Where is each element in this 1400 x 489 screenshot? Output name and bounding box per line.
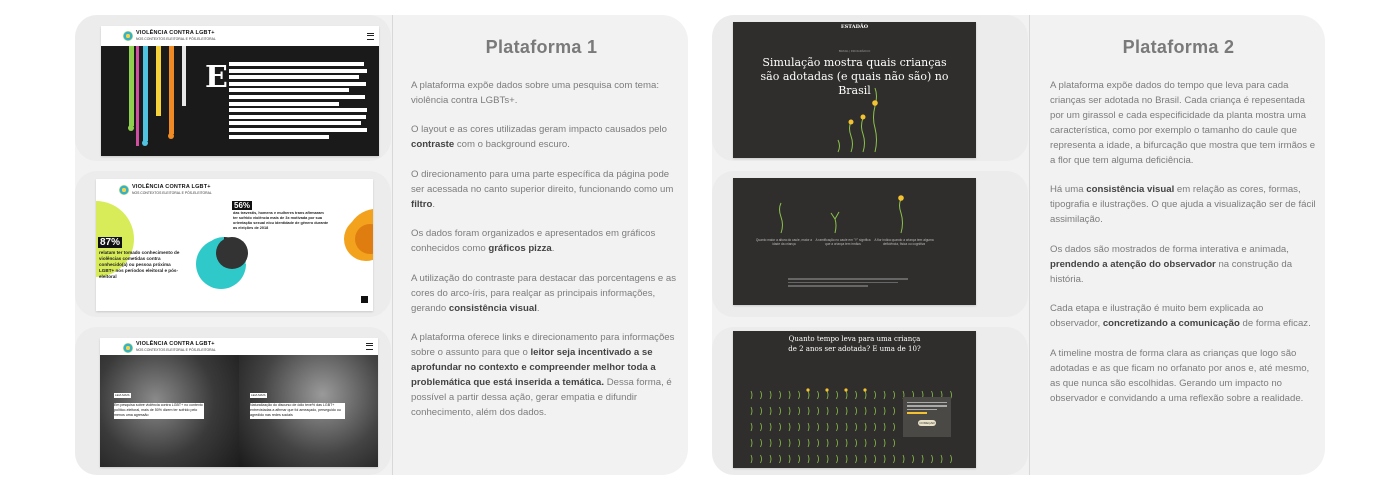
legend-footnote	[788, 278, 908, 287]
sunflower-stem	[846, 455, 847, 463]
sunflower-head	[844, 388, 847, 391]
description-paragraph	[1050, 242, 1316, 287]
paragraph-text: A utilização do contraste para destacar das porcentagens e as cores do arco-íris, para realçar as principais informações, gerando	[411, 272, 677, 314]
description-paragraph	[411, 78, 679, 108]
sunflower-stem	[799, 439, 800, 447]
sunflower-stem	[808, 439, 809, 447]
emphasis-text: contraste	[411, 139, 455, 151]
emphasis-text: gráficos pizza	[488, 243, 552, 255]
sunflower-stem	[846, 391, 847, 399]
article-text-block	[229, 62, 369, 141]
paragraph-text: A plataforma oferece links e direcionamento para informações sobre o assunto para que o	[411, 331, 675, 358]
sunflower-stem	[789, 455, 790, 463]
paragraph-text: Dessa forma, é possível a partir dessa ação, gerar empatia e difundir conhecimento, além dos dados.	[411, 376, 672, 418]
sunflower-stem	[770, 455, 771, 463]
sunflower-stem	[894, 455, 895, 463]
sunflower-stem	[865, 407, 866, 415]
description-paragraph	[411, 122, 679, 152]
sunflower-stem	[827, 455, 828, 463]
site-title: VIOLÊNCIA CONTRA LGBT+	[136, 30, 215, 36]
stat-56-text: das travestis, homens e mulheres trans afirmaram ter sofrido violência mais de 3x motivada por sua orientação sexual e/ou identidade de gênero durante as eleições de 2018	[233, 211, 329, 230]
site-title: VIOLÊNCIA CONTRA LGBT+	[132, 184, 211, 190]
brand-logo: ESTADÃO	[840, 24, 869, 30]
screenshot-hero	[101, 26, 379, 156]
paragraph-text: A plataforma expõe dados sobre uma pesquisa com tema: violência contra LGBTs+.	[411, 80, 659, 106]
description-paragraph	[411, 167, 679, 212]
sunflower-head	[825, 388, 828, 391]
screenshot-pie-charts	[96, 179, 373, 311]
paragraph-text: na construção da história.	[1050, 258, 1293, 285]
sunflower-stem	[837, 439, 838, 447]
sunflower-stem	[884, 423, 885, 431]
sunflower-stem	[818, 423, 819, 431]
description-paragraph	[1050, 182, 1316, 227]
paragraph-text: A timeline mostra de forma clara as crianças que logo são adotadas e as que ficam no orfanato por anos e, até mesmo, as que nunca são escolhidas. Gerando um impacto no observador e convidando a uma reflexão sobre a realidade.	[1050, 347, 1310, 404]
screenshot-timeline	[733, 331, 976, 468]
sunflower-stem	[875, 439, 876, 447]
timeline-headline: Quanto tempo leva para uma criança de 2 anos ser adotada? E uma de 10?	[788, 335, 921, 353]
platform-1-card	[75, 15, 688, 475]
sunflower-stem	[922, 455, 923, 463]
site-subtitle: NOS CONTEXTOS ELEITORAL E PÓS-ELEITORAL	[132, 191, 212, 195]
sunflower-stem	[827, 423, 828, 431]
site-title: VIOLÊNCIA CONTRA LGBT+	[136, 341, 215, 347]
sunflower-stem	[865, 439, 866, 447]
legend-caption-height: Quanto maior a altura do caule, maior a idade da criança	[755, 238, 813, 247]
emphasis-text: consistência visual	[448, 302, 537, 314]
sunflower-stem	[780, 455, 781, 463]
sunflower-stem	[856, 407, 857, 415]
site-subtitle: NOS CONTEXTOS ELEITORAL E PÓS-ELEITORAL	[136, 37, 216, 41]
sunflower-stem	[789, 391, 790, 399]
sunflower-stem	[789, 423, 790, 431]
start-button[interactable]: COMEÇAR	[919, 420, 935, 425]
emphasis-text: consistência visual	[1086, 184, 1175, 196]
sunflower-stem	[780, 423, 781, 431]
sunflower-stem	[770, 407, 771, 415]
sunflower-stem	[770, 439, 771, 447]
emphasis-text: concretizando a comunicação	[1102, 318, 1240, 330]
platform-1-title: Plataforma 1	[485, 37, 598, 57]
sunflower-stem	[770, 423, 771, 431]
sunflower-stem	[894, 439, 895, 447]
paragraph-text: .	[551, 243, 555, 255]
sunflower-stem	[837, 391, 838, 399]
sunflower-stem	[780, 439, 781, 447]
emphasis-text: filtro	[411, 198, 433, 210]
sunflower-stem	[856, 455, 857, 463]
headline: Simulação mostra quais crianças são adotadas (e quais não são) no Brasil	[760, 56, 949, 97]
sunflower-stem	[780, 407, 781, 415]
sunflower-stem	[799, 455, 800, 463]
paragraph-text: .	[432, 198, 435, 210]
pie-chart-graphics	[96, 179, 373, 311]
site-subtitle: NOS CONTEXTOS ELEITORAL E PÓS-ELEITORAL	[136, 348, 216, 352]
sunflower-stem	[932, 455, 933, 463]
platform-1-description	[411, 78, 679, 434]
sunflower-stem	[856, 391, 857, 399]
description-paragraph	[411, 271, 679, 316]
sunflower-stem	[761, 391, 762, 399]
sunflower-stem	[808, 455, 809, 463]
column-divider	[1029, 15, 1030, 475]
sunflower-stem	[751, 439, 752, 447]
platform-2-description	[1050, 78, 1316, 420]
screenshot-photo-links	[100, 338, 378, 467]
stat-56-percent: 56%	[234, 201, 251, 210]
sunflower-stem	[875, 423, 876, 431]
link-tag-left[interactable]: LEIA MAIS	[115, 393, 130, 397]
emphasis-text: prendendo a atenção do observador	[1050, 258, 1216, 270]
paragraph-text: Os dados são mostrados de forma interativa e animada,	[1050, 243, 1289, 255]
sunflower-stem	[894, 391, 895, 399]
sunflower-stem	[818, 439, 819, 447]
sunflower-stem	[837, 407, 838, 415]
sunflower-stem	[884, 391, 885, 399]
sunflower-stem	[789, 439, 790, 447]
paragraph-text: de forma eficaz.	[1239, 318, 1311, 330]
sunflower-stem	[827, 391, 828, 399]
sunflower-stem	[799, 423, 800, 431]
sunflower-stem	[865, 391, 866, 399]
paragraph-text: Há uma	[1050, 184, 1087, 196]
kicker: BRASIL | INFOGRÁFICO	[838, 49, 871, 53]
platform-2-card	[712, 15, 1325, 475]
paragraph-text: em relação as cores, formas, tipografia e ilustrações. O que ajuda a visualização ser de fácil assimilação.	[1050, 184, 1316, 226]
emphasis-text: leitor seja incentivado a se aprofundar no contexto e compreender melhor toda a problemática que está inserida a temática.	[411, 346, 656, 388]
sunflower-stem	[846, 423, 847, 431]
site-header	[101, 26, 379, 46]
description-paragraph	[1050, 78, 1316, 168]
link-text-left[interactable]: Em pesquisa sobre violência contra LGBT+ no contexto político-eleitoral, mais de 50% dizem ter sofrido pelo menos uma agressão	[114, 403, 203, 418]
sunflower-stem	[761, 455, 762, 463]
sunflower-stem	[770, 391, 771, 399]
sunflower-stem	[865, 423, 866, 431]
sunflower-stem	[751, 455, 752, 463]
sunflower-stem	[818, 391, 819, 399]
sunflower-stem	[875, 391, 876, 399]
sunflower-stem	[884, 439, 885, 447]
menu-icon[interactable]	[367, 33, 374, 40]
link-text-right[interactable]: Naturalização do discurso de ódio teve% das LGBT+ entrevistadas a afirmar que foi ameaçado, perseguido ou agredido nas redes sociais	[250, 403, 345, 419]
screenshot-legend	[733, 178, 976, 305]
info-panel	[903, 397, 951, 437]
logo-icon	[123, 31, 133, 41]
paragraph-text: Cada etapa e ilustração é muito bem explicada ao observador,	[1050, 303, 1264, 330]
sunflower-stem	[827, 439, 828, 447]
dropcap: E	[205, 60, 228, 95]
screenshot-title	[733, 22, 976, 158]
legend-caption-siblings: A ramificação no caule em "Y" significa que a criança tem irmãos	[815, 238, 871, 247]
sunflower-stem	[751, 423, 752, 431]
menu-icon[interactable]	[366, 343, 373, 350]
sunflower-stem	[875, 455, 876, 463]
sunflower-stem	[856, 423, 857, 431]
logo-icon	[123, 343, 133, 353]
sunflower-stem	[761, 439, 762, 447]
sunflower-stem	[894, 407, 895, 415]
sunflower-head	[863, 388, 866, 391]
sunflower-stem	[846, 439, 847, 447]
sunflowers-illustration	[733, 22, 976, 158]
sunflower-stem	[903, 455, 904, 463]
description-paragraph	[1050, 301, 1316, 331]
sunflower-stem	[818, 407, 819, 415]
platform-2-title: Plataforma 2	[1122, 37, 1235, 57]
sunflower-stem	[751, 391, 752, 399]
paragraph-text: O direcionamento para uma parte específica da página pode ser acessada no canto superior direito, funcionando como um	[411, 168, 674, 195]
sunflower-stem	[799, 407, 800, 415]
sunflower-stem	[865, 455, 866, 463]
sunflower-stem	[761, 407, 762, 415]
stat-87-text: relatam ter tomado conhecimento de violências cometidas contra conhecido(a) ou pessoa próxima LGBT+ nos períodos eleitoral e pós-eleitoral	[99, 250, 180, 279]
sunflower-stem	[846, 407, 847, 415]
column-divider	[392, 15, 393, 475]
description-paragraph	[411, 226, 679, 256]
sunflower-stem	[818, 455, 819, 463]
sunflower-stem	[780, 391, 781, 399]
sunflower-stem	[837, 455, 838, 463]
paragraph-text: O layout e as cores utilizadas geram impacto causados pelo	[411, 124, 667, 136]
legend-caption-flower: A flor indica quando a criança tem alguma deficiência, física ou cognitiva	[874, 238, 934, 247]
sunflower-stem	[884, 407, 885, 415]
sunflower-stem	[808, 423, 809, 431]
stat-87-percent: 87%	[100, 237, 121, 248]
paragraph-text: A plataforma expõe dados do tempo que leva para cada crianças ser adotada no Brasil. Cada criança é repesentada por um girassol e cada especificidade da planta mostra uma característica, como por exemplo o tamanho do caule que representa a idade, a bifurcação que mostra que tem irmãos e a flor que tem alguma deficiência.	[1050, 80, 1316, 166]
sunflower-head	[806, 388, 809, 391]
paragraph-text: Os dados foram organizados e apresentados em gráficos conhecidos como	[411, 228, 656, 255]
sunflower-stem	[951, 455, 952, 463]
sunflower-stem	[751, 407, 752, 415]
paragraph-text: .	[536, 302, 540, 314]
sunflower-stem	[827, 407, 828, 415]
description-paragraph	[411, 330, 679, 420]
sunflower-stem	[799, 391, 800, 399]
paragraph-text: com o background escuro.	[454, 139, 570, 151]
sunflower-stem	[808, 407, 809, 415]
description-paragraph	[1050, 346, 1316, 406]
sunflower-stem	[789, 407, 790, 415]
sunflower-stem	[894, 423, 895, 431]
sunflower-stem	[856, 439, 857, 447]
sunflower-stem	[837, 423, 838, 431]
sunflower-stem	[761, 423, 762, 431]
link-tag-right[interactable]: LEIA MAIS	[251, 393, 266, 397]
sunflower-stem	[875, 407, 876, 415]
sunflower-stem	[808, 391, 809, 399]
sunflower-stem	[941, 455, 942, 463]
sunflower-stem	[884, 455, 885, 463]
sunflower-stem	[913, 455, 914, 463]
